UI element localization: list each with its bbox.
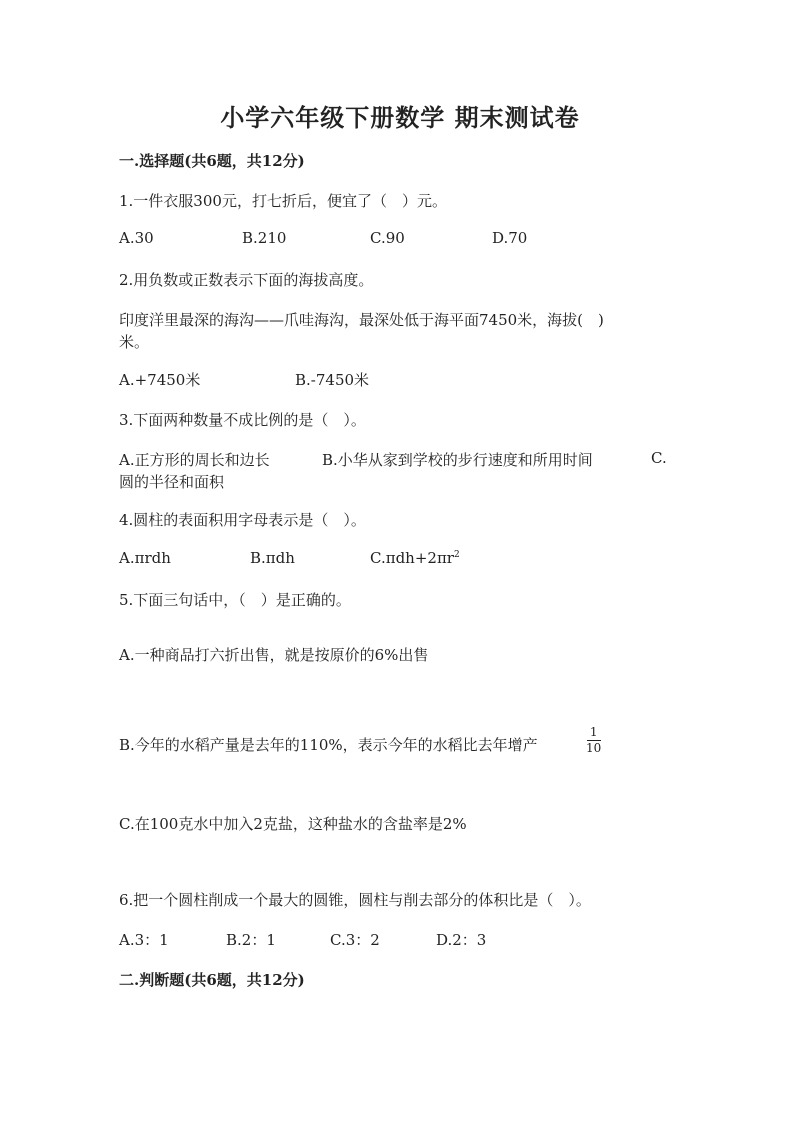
q5-option-a: A.一种商品打六折出售，就是按原价的6%出售 (119, 646, 429, 664)
q4-option-c (370, 549, 460, 567)
q6-option-d: D.2：3 (436, 931, 487, 949)
q6-option-a: A.3：1 (119, 931, 169, 949)
q4-superscript: 2 (453, 550, 460, 560)
q3-option-a: A.正方形的周长和边长 (119, 451, 270, 469)
section-heading-judgment: 二.判断题(共6题，共12分) (119, 971, 305, 989)
q1-option-d: D.70 (492, 229, 528, 247)
question-2-stem: 2.用负数或正数表示下面的海拔高度。 (119, 271, 374, 289)
question-1-stem: 1.一件衣服300元，打七折后，便宜了（ ）元。 (119, 192, 447, 210)
q1-option-b: B.210 (242, 229, 287, 247)
q5-fraction (586, 726, 601, 755)
question-5-stem: 5.下面三句话中，（ ）是正确的。 (119, 591, 351, 609)
q3-option-b: B.小华从家到学校的步行速度和所用时间 (322, 451, 593, 469)
question-2-context: 印度洋里最深的海沟——爪哇海沟，最深处低于海平面7450米，海拔( ) (119, 311, 604, 329)
q1-option-c: C.90 (370, 229, 405, 247)
q6-option-b: B.2：1 (226, 931, 276, 949)
q3-option-c: C. (651, 449, 667, 467)
q4-option-a: A.πrdh (119, 549, 171, 567)
q3-option-c-text: 圆的半径和面积 (119, 473, 225, 491)
q6-option-c: C.3：2 (330, 931, 380, 949)
q5-option-b: B.今年的水稻产量是去年的110%，表示今年的水稻比去年增产 (119, 736, 538, 754)
question-4-stem: 4.圆柱的表面积用字母表示是（ ）。 (119, 511, 366, 529)
fraction-numerator: 1 (589, 725, 598, 739)
page-title: 小学六年级下册数学 期末测试卷 (220, 103, 580, 132)
section-heading-choice: 一.选择题(共6题，共12分) (119, 152, 305, 170)
question-6-stem: 6.把一个圆柱削成一个最大的圆锥，圆柱与削去部分的体积比是（ ）。 (119, 891, 591, 909)
q2-option-a: A.+7450米 (119, 371, 201, 389)
question-3-stem: 3.下面两种数量不成比例的是（ ）。 (119, 411, 366, 429)
q5-option-c: C.在100克水中加入2克盐，这种盐水的含盐率是2% (119, 815, 467, 833)
q1-option-a: A.30 (119, 229, 154, 247)
q4-option-b: B.πdh (250, 549, 295, 567)
q4-option-c-text: C.πdh+2πr (370, 549, 454, 567)
q2-option-b: B.-7450米 (295, 371, 370, 389)
question-2-context-cont: 米。 (119, 333, 150, 351)
fraction-denominator: 10 (586, 741, 602, 755)
